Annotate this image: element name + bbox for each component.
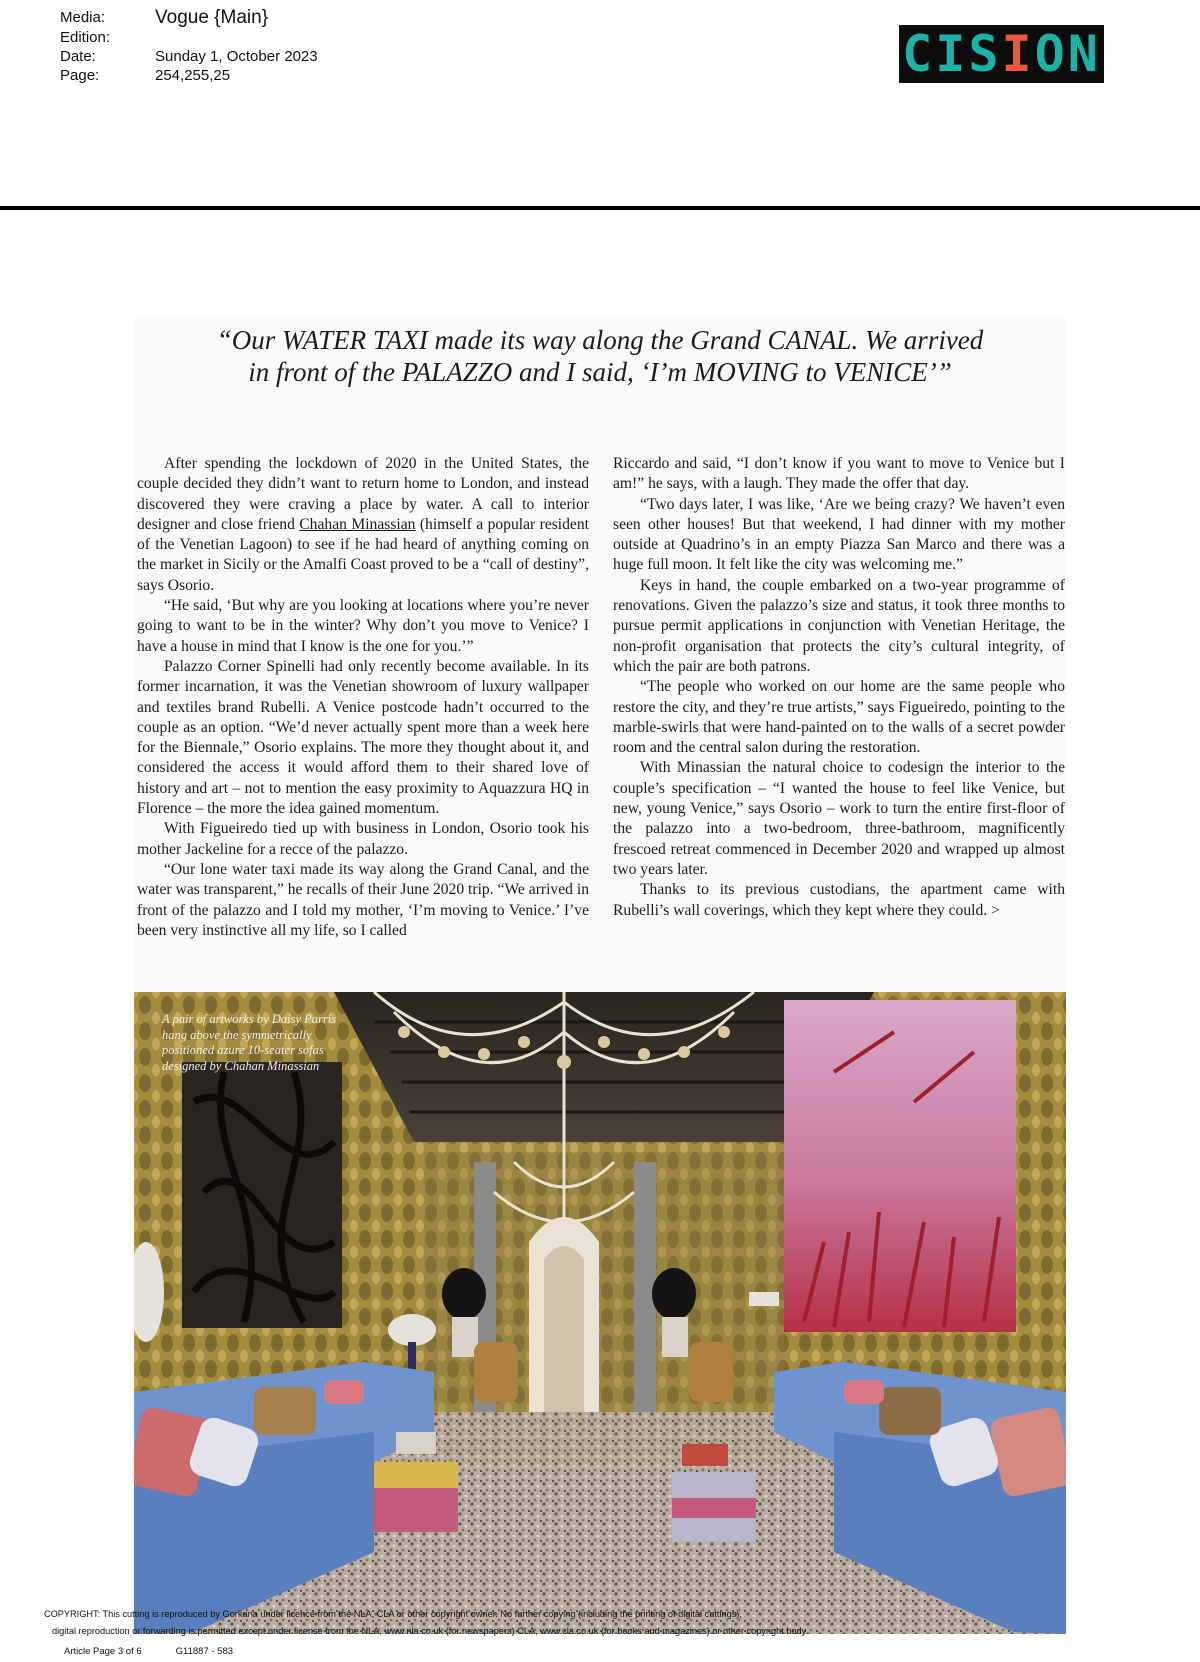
right-column [613,454,1065,921]
copyright-line-1: COPYRIGHT: This cutting is reproduced by Gorkana under licence from the NLA, CLA or other copyright owner. No further copying (including the printing of digital cuttings), [44,1609,742,1619]
clipping-metadata [60,8,318,85]
paragraph: Keys in hand, the couple embarked on a two-year programme of renovations. Given the palazzo’s size and status, it took three months to pursue permit applications in conjunction with Venetian Heritage, the non-profit organisation that protects the city’s cultural integrity, of which the pair are both patrons. [613,576,1065,675]
pull-quote [134,324,1066,388]
paragraph: After spending the lockdown of 2020 in the United States, the couple decided they didn’t want to return home to London, and instead discovered they were craving a place by water. A call to interior designer and close friend Chahan Minassian (himself a popular resident of the Venetian Lagoon) to see if he had heard of anything coming on the market in Sicily or the Amalfi Coast proved to be a “call of destiny”, says Osorio. [137,455,589,594]
pull-quote-line-1: “Our WATER TAXI made its way along the Grand CANAL. We arrived [216,325,984,355]
paragraph: Palazzo Corner Spinelli had only recently become available. In its former incarnation, it was the Venetian showroom of luxury wallpaper and textiles brand Rubelli. A Venice postcode hadn’t occurred to the couple as an option. “We’d never actually spent more than a week here for the Biennale,” Osorio explains. The more they thought about it, and considered the access it would afford them to their shared love of history and art – not to mention the easy proximity to Aquazzura HQ in Florence – the more the idea gained momentum. [137,657,589,818]
photo-caption: A pair of artworks by Daisy Parris hang above the symmetrically positioned azure 10-seater sofas designed by Chahan Minassian [162,1012,337,1073]
designer-name-link: Chahan Minassian [299,515,416,533]
salon-illustration [134,992,1066,1634]
media-label: Media: [60,9,106,26]
left-column [137,454,589,941]
article-page-number: Article Page 3 of 6 [64,1646,142,1657]
paragraph: “Two days later, I was like, ‘Are we being crazy? We haven’t even seen other houses! But that weekend, I had dinner with my mother outside at Quadrino’s in an empty Piazza San Marco and there was a huge full moon. It felt like the city was welcoming me.” [613,495,1065,574]
paragraph: Thanks to its previous custodians, the apartment came with Rubelli’s wall coverings, which they kept where they could. > [613,881,1065,919]
reference-code: G11887 - 583 [175,1646,234,1657]
article-page [134,318,1066,1634]
paragraph: “The people who worked on our home are the same people who restore the city, and they’re true artists,” says Figueiredo, pointing to the marble-swirls that were hand-painted on to the walls of a secret powder room and the central salon during the restoration. [613,678,1065,757]
page-value: 254,255,25 [155,67,231,84]
paragraph: With Figueiredo tied up with business in London, Osorio took his mother Jackeline for a recce of the palazzo. [137,820,589,858]
article-page-footer [64,1646,267,1657]
logo-text-left: CIS [902,25,1002,83]
copyright-line-2: digital reproduction or forwarding is permitted except under license from the NLA, www.nla.co.uk (for newspapers) CLA, www.cla.co.uk (for books and magazines) or other copyright body. [52,1626,809,1636]
page-label: Page: [60,67,100,84]
edition-label: Edition: [60,29,111,46]
date-value: Sunday 1, October 2023 [155,48,318,65]
page-row [60,66,318,85]
date-label: Date: [60,48,96,65]
cision-logo [899,25,1104,83]
paragraph: With Minassian the natural choice to codesign the interior to the couple’s specification – “I wanted the house to feel like Venice, but new, young Venice,” says Osorio – work to turn the entire first-floor of the palazzo into a two-bedroom, three-bathroom, magnificently frescoed retreat commenced in December 2020 and wrapped up almost two years later. [613,759,1065,878]
pull-quote-line-2: in front of the PALAZZO and I said, ‘I’m MOVING to VENICE’” [248,357,952,387]
header-divider [0,206,1200,210]
paragraph: “Our lone water taxi made its way along the Grand Canal, and the water was transparent,” he recalls of their June 2020 trip. “We arrived in front of the palazzo and I told my mother, ‘I’m moving to Venice.’ I’ve been very instinctive all my life, so I called [137,860,589,939]
logo-text-accent: I [1001,25,1035,83]
edition-row [60,28,318,47]
copyright-notice [44,1606,1144,1640]
media-row [60,8,318,28]
salon-photo [134,992,1066,1634]
media-value: Vogue {Main} [155,7,269,28]
date-row [60,47,318,66]
paragraph: “He said, ‘But why are you looking at locations where you’re never going to want to be in the winter? Why don’t you move to Venice? I have a house in mind that I know is the one for you.’” [137,597,589,655]
logo-text-right: ON [1034,25,1101,83]
paragraph: Riccardo and said, “I don’t know if you want to move to Venice but I am!” he says, with a laugh. They made the offer that day. [613,455,1065,493]
